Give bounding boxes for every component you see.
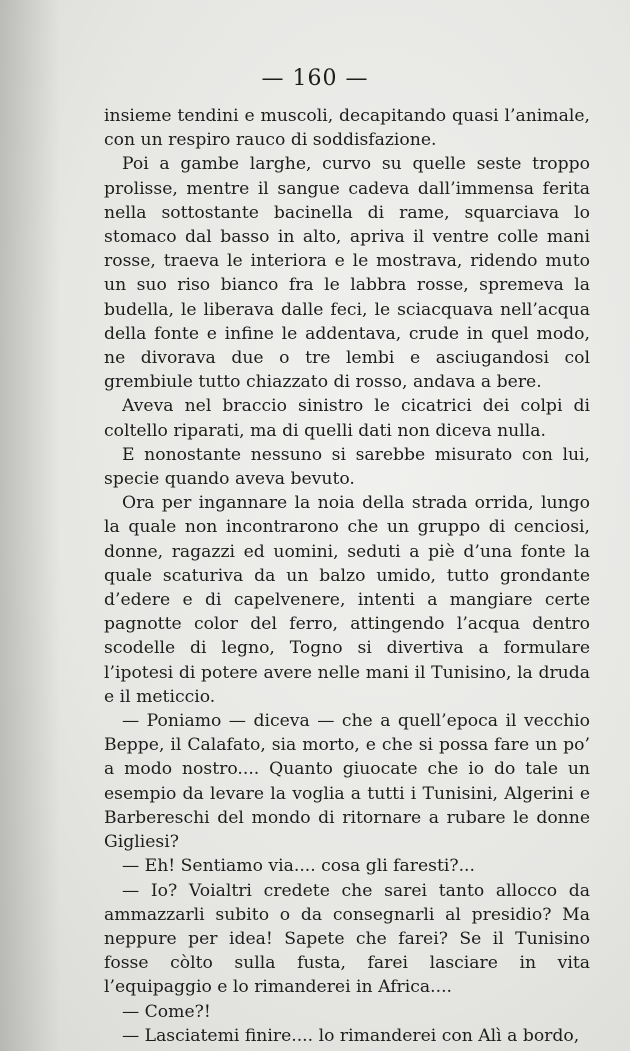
paragraph: — Poniamo — diceva — che a quell’epoca il vecchio Beppe, il Calafato, sia morto, e che si possa fare un po’ a modo nostro.... Quanto giuocate che io do tale un esempio da levare la voglia a tutti i Tunisini, Algerini e Barbereschi del mondo di ritornare a rubare le donne Gigliesi? <box>104 711 590 853</box>
paragraph: Poi a gambe larghe, curvo su quelle seste troppo prolisse, mentre il sangue cadeva dall’immensa ferita nella sottostante bacinella di rame, squarciava lo stomaco dal basso in alto, apriva il ventre colle mani rosse, traeva le interiora e le mostrava, ridendo muto un suo riso bianco fra le labbra rosse, spremeva la budella, le liberava dalle feci, le sciacquava nell’acqua della fonte e infine le addentava, crude in quel modo, ne divorava due o tre lembi e asciugandosi col grembiule tutto chiazzato di rosso, andava a bere. <box>104 154 590 393</box>
paragraph: — Come?! <box>122 1001 211 1022</box>
page-number: — 160 — <box>261 66 369 91</box>
paragraph: Ora per ingannare la noia della strada orrida, lungo la quale non incontrarono che un gruppo di cenciosi, donne, ragazzi ed uomini, seduti a piè d’una fonte la quale scaturiva da un balzo umido, tutto grondante d’edere e di capelvenere, intenti a mangiare certe pagnotte color del ferro, attingendo l’acqua dentro scodelle di legno, Togno si divertiva a formulare l’ipotesi di potere avere nelle mani il Tunisino, la druda e il meticcio. <box>104 493 590 707</box>
paragraph: — Lasciatemi finire.... lo rimanderei con Alì a bordo, <box>122 1025 580 1046</box>
paragraph: — Io? Voialtri credete che sarei tanto allocco da ammazzarli subito o da consegnarli al presidio? Ma neppure per idea! Sapete che farei? Se il Tunisino fosse còlto sulla fusta, farei lasciare in vita l’equipaggio e lo rimanderei in Africa.... <box>104 880 590 998</box>
paragraph: E nonostante nessuno si sarebbe misurato con lui, specie quando aveva bevuto. <box>104 444 590 490</box>
binding-shadow <box>0 0 60 1051</box>
paragraph: — Eh! Sentiamo via.... cosa gli faresti?... <box>122 856 475 877</box>
paragraph: insieme tendini e muscoli, decapitando quasi l’animale, con un respiro rauco di soddisfazione. <box>104 106 590 151</box>
body-text <box>104 104 590 1048</box>
paragraph: Aveva nel braccio sinistro le cicatrici dei colpi di coltello riparati, ma di quelli dati non diceva nulla. <box>104 396 590 441</box>
